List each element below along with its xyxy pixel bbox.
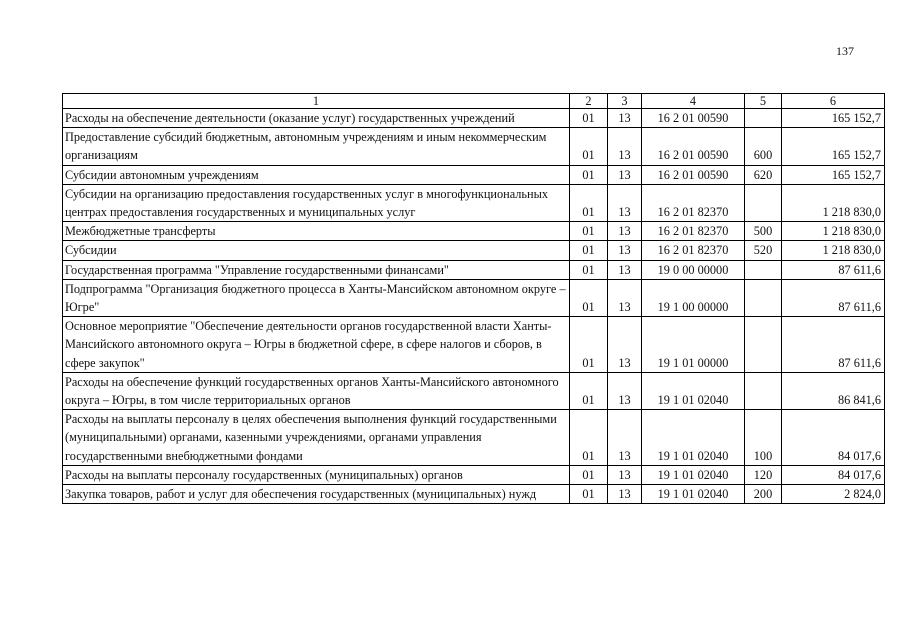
- cell-name: Подпрограмма "Организация бюджетного процесса в Ханты-Мансийском автономном округе – Югре": [63, 279, 570, 316]
- cell-section: 01: [570, 241, 608, 260]
- budget-table: [62, 93, 885, 504]
- cell-subsection: 13: [608, 372, 642, 409]
- table-row: [63, 184, 885, 221]
- cell-target-article: 19 1 01 02040: [642, 465, 745, 484]
- table-body: [63, 109, 885, 504]
- cell-amount: 1 218 830,0: [782, 184, 885, 221]
- cell-target-article: 16 2 01 00590: [642, 109, 745, 128]
- cell-amount: 87 611,6: [782, 260, 885, 279]
- column-header: 2: [570, 94, 608, 109]
- cell-section: 01: [570, 109, 608, 128]
- cell-section: 01: [570, 410, 608, 466]
- cell-target-article: 19 1 01 00000: [642, 317, 745, 373]
- cell-target-article: 16 2 01 00590: [642, 165, 745, 184]
- cell-expense-type: 100: [745, 410, 782, 466]
- cell-amount: 165 152,7: [782, 128, 885, 165]
- column-header: 4: [642, 94, 745, 109]
- cell-section: 01: [570, 465, 608, 484]
- cell-target-article: 16 2 01 82370: [642, 222, 745, 241]
- cell-section: 01: [570, 184, 608, 221]
- cell-expense-type: 500: [745, 222, 782, 241]
- cell-subsection: 13: [608, 165, 642, 184]
- cell-section: 01: [570, 260, 608, 279]
- cell-target-article: 16 2 01 82370: [642, 184, 745, 221]
- table-row: [63, 222, 885, 241]
- cell-subsection: 13: [608, 241, 642, 260]
- cell-name: Расходы на обеспечение функций государственных органов Ханты-Мансийского автономного округа – Югры, в том числе территориальных органов: [63, 372, 570, 409]
- cell-name: Расходы на выплаты персоналу государственных (муниципальных) органов: [63, 465, 570, 484]
- cell-expense-type: 520: [745, 241, 782, 260]
- cell-subsection: 13: [608, 279, 642, 316]
- table-row: [63, 485, 885, 504]
- cell-section: 01: [570, 372, 608, 409]
- cell-section: 01: [570, 165, 608, 184]
- cell-subsection: 13: [608, 222, 642, 241]
- table-row: [63, 260, 885, 279]
- cell-expense-type: [745, 184, 782, 221]
- cell-target-article: 16 2 01 82370: [642, 241, 745, 260]
- cell-expense-type: 600: [745, 128, 782, 165]
- cell-expense-type: 200: [745, 485, 782, 504]
- cell-amount: 1 218 830,0: [782, 222, 885, 241]
- cell-section: 01: [570, 485, 608, 504]
- cell-amount: 165 152,7: [782, 109, 885, 128]
- cell-subsection: 13: [608, 410, 642, 466]
- cell-amount: 165 152,7: [782, 165, 885, 184]
- table-header-row: [63, 94, 885, 109]
- cell-amount: 2 824,0: [782, 485, 885, 504]
- cell-name: Государственная программа "Управление государственными финансами": [63, 260, 570, 279]
- column-header: 1: [63, 94, 570, 109]
- cell-name: Межбюджетные трансферты: [63, 222, 570, 241]
- cell-section: 01: [570, 317, 608, 373]
- cell-expense-type: 120: [745, 465, 782, 484]
- cell-name: Расходы на обеспечение деятельности (оказание услуг) государственных учреждений: [63, 109, 570, 128]
- cell-expense-type: [745, 372, 782, 409]
- table-row: [63, 465, 885, 484]
- cell-target-article: 19 1 00 00000: [642, 279, 745, 316]
- cell-subsection: 13: [608, 128, 642, 165]
- cell-subsection: 13: [608, 317, 642, 373]
- table-row: [63, 165, 885, 184]
- cell-amount: 84 017,6: [782, 465, 885, 484]
- table-row: [63, 109, 885, 128]
- cell-name: Основное мероприятие "Обеспечение деятельности органов государственной власти Ханты-Мансийского автономного округа – Югры в бюджетной сфере, в сфере налогов и сборов, в сфере закупок": [63, 317, 570, 373]
- cell-name: Закупка товаров, работ и услуг для обеспечения государственных (муниципальных) нужд: [63, 485, 570, 504]
- cell-target-article: 19 1 01 02040: [642, 485, 745, 504]
- cell-expense-type: [745, 279, 782, 316]
- cell-target-article: 19 0 00 00000: [642, 260, 745, 279]
- cell-expense-type: [745, 109, 782, 128]
- cell-expense-type: [745, 317, 782, 373]
- table-row: [63, 317, 885, 373]
- table-row: [63, 372, 885, 409]
- cell-expense-type: 620: [745, 165, 782, 184]
- cell-name: Расходы на выплаты персоналу в целях обеспечения выполнения функций государственными (муниципальными) органами, казенными учреждениями, органами управления государственными внебюджетными фондами: [63, 410, 570, 466]
- column-header: 5: [745, 94, 782, 109]
- cell-amount: 87 611,6: [782, 317, 885, 373]
- cell-amount: 84 017,6: [782, 410, 885, 466]
- cell-subsection: 13: [608, 109, 642, 128]
- table-row: [63, 128, 885, 165]
- cell-subsection: 13: [608, 260, 642, 279]
- cell-target-article: 16 2 01 00590: [642, 128, 745, 165]
- table-row: [63, 410, 885, 466]
- column-header: 3: [608, 94, 642, 109]
- cell-section: 01: [570, 222, 608, 241]
- cell-name: Субсидии автономным учреждениям: [63, 165, 570, 184]
- cell-expense-type: [745, 260, 782, 279]
- cell-amount: 86 841,6: [782, 372, 885, 409]
- table-row: [63, 279, 885, 316]
- cell-section: 01: [570, 128, 608, 165]
- cell-subsection: 13: [608, 485, 642, 504]
- cell-name: Предоставление субсидий бюджетным, автономным учреждениям и иным некоммерческим организациям: [63, 128, 570, 165]
- cell-amount: 1 218 830,0: [782, 241, 885, 260]
- cell-subsection: 13: [608, 465, 642, 484]
- cell-name: Субсидии на организацию предоставления государственных услуг в многофункциональных центрах предоставления государственных и муниципальных услуг: [63, 184, 570, 221]
- cell-target-article: 19 1 01 02040: [642, 410, 745, 466]
- cell-target-article: 19 1 01 02040: [642, 372, 745, 409]
- cell-amount: 87 611,6: [782, 279, 885, 316]
- cell-subsection: 13: [608, 184, 642, 221]
- table-row: [63, 241, 885, 260]
- column-header: 6: [782, 94, 885, 109]
- page-number: 137: [836, 44, 854, 58]
- cell-section: 01: [570, 279, 608, 316]
- cell-name: Субсидии: [63, 241, 570, 260]
